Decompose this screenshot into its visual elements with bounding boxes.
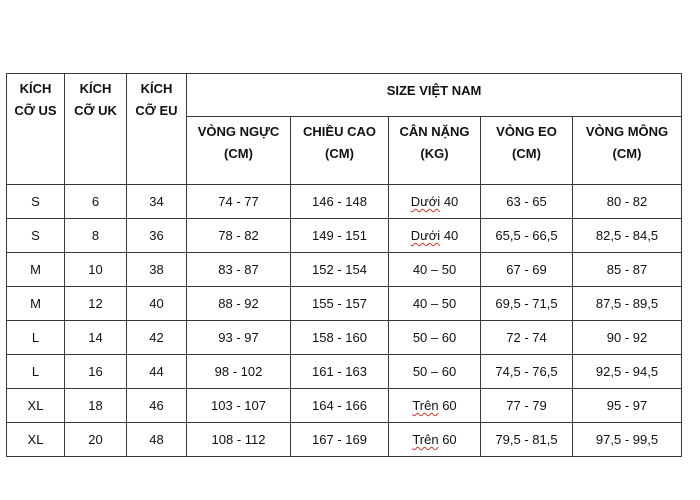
weight-qualifier: Trên: [412, 432, 439, 447]
cell-hip: 95 - 97: [573, 389, 682, 423]
cell-eu-size: 44: [127, 355, 187, 389]
cell-height: 167 - 169: [291, 423, 389, 457]
cell-chest: 74 - 77: [187, 185, 291, 219]
header-weight: CÂN NẶNG (KG): [389, 117, 481, 185]
cell-us-size: M: [7, 253, 65, 287]
cell-height: 149 - 151: [291, 219, 389, 253]
header-vietnam-size: SIZE VIỆT NAM: [187, 74, 682, 117]
cell-height: 146 - 148: [291, 185, 389, 219]
cell-us-size: M: [7, 287, 65, 321]
cell-weight: 50 – 60: [389, 321, 481, 355]
cell-chest: 98 - 102: [187, 355, 291, 389]
cell-height: 158 - 160: [291, 321, 389, 355]
weight-value: 40: [443, 194, 459, 209]
weight-value: 40: [443, 228, 459, 243]
cell-eu-size: 34: [127, 185, 187, 219]
cell-waist: 67 - 69: [481, 253, 573, 287]
cell-hip: 85 - 87: [573, 253, 682, 287]
cell-chest: 83 - 87: [187, 253, 291, 287]
cell-weight: [389, 423, 481, 457]
header-chest: VÒNG NGỰC (CM): [187, 117, 291, 185]
header-eu-size: KÍCH CỠ EU: [127, 74, 187, 185]
cell-hip: 80 - 82: [573, 185, 682, 219]
cell-uk-size: 14: [65, 321, 127, 355]
cell-uk-size: 16: [65, 355, 127, 389]
weight-value: 60: [442, 398, 457, 413]
header-uk-size: KÍCH CỠ UK: [65, 74, 127, 185]
cell-us-size: S: [7, 219, 65, 253]
cell-eu-size: 40: [127, 287, 187, 321]
cell-waist: 77 - 79: [481, 389, 573, 423]
cell-eu-size: 46: [127, 389, 187, 423]
cell-chest: 108 - 112: [187, 423, 291, 457]
table-row: [7, 253, 682, 287]
cell-height: 155 - 157: [291, 287, 389, 321]
cell-us-size: S: [7, 185, 65, 219]
table-row: [7, 219, 682, 253]
table-row: [7, 185, 682, 219]
size-chart-table: [6, 73, 682, 457]
cell-eu-size: 36: [127, 219, 187, 253]
cell-us-size: L: [7, 355, 65, 389]
table-row: [7, 389, 682, 423]
cell-uk-size: 8: [65, 219, 127, 253]
cell-chest: 103 - 107: [187, 389, 291, 423]
cell-us-size: XL: [7, 389, 65, 423]
cell-uk-size: 10: [65, 253, 127, 287]
cell-height: 152 - 154: [291, 253, 389, 287]
cell-weight: 40 – 50: [389, 253, 481, 287]
header-waist: VÒNG EO (CM): [481, 117, 573, 185]
cell-us-size: XL: [7, 423, 65, 457]
cell-eu-size: 42: [127, 321, 187, 355]
weight-qualifier: Trên: [412, 398, 439, 413]
header-us-size: KÍCH CỠ US: [7, 74, 65, 185]
cell-hip: 90 - 92: [573, 321, 682, 355]
header-height: CHIỀU CAO (CM): [291, 117, 389, 185]
cell-weight: 50 – 60: [389, 355, 481, 389]
table-row: [7, 287, 682, 321]
cell-hip: 92,5 - 94,5: [573, 355, 682, 389]
cell-waist: 65,5 - 66,5: [481, 219, 573, 253]
cell-eu-size: 38: [127, 253, 187, 287]
weight-qualifier: Dưới: [410, 194, 441, 209]
table-row: [7, 423, 682, 457]
cell-hip: 97,5 - 99,5: [573, 423, 682, 457]
cell-chest: 78 - 82: [187, 219, 291, 253]
cell-waist: 79,5 - 81,5: [481, 423, 573, 457]
weight-qualifier: Dưới: [410, 228, 441, 243]
table-row: [7, 321, 682, 355]
cell-height: 164 - 166: [291, 389, 389, 423]
cell-weight: [389, 389, 481, 423]
cell-waist: 63 - 65: [481, 185, 573, 219]
header-hip: VÒNG MÔNG (CM): [573, 117, 682, 185]
cell-chest: 93 - 97: [187, 321, 291, 355]
cell-weight: 40 – 50: [389, 287, 481, 321]
cell-eu-size: 48: [127, 423, 187, 457]
cell-uk-size: 20: [65, 423, 127, 457]
cell-chest: 88 - 92: [187, 287, 291, 321]
weight-value: 60: [442, 432, 457, 447]
cell-hip: 82,5 - 84,5: [573, 219, 682, 253]
cell-uk-size: 18: [65, 389, 127, 423]
cell-weight: [389, 185, 481, 219]
cell-waist: 74,5 - 76,5: [481, 355, 573, 389]
cell-uk-size: 12: [65, 287, 127, 321]
cell-waist: 69,5 - 71,5: [481, 287, 573, 321]
cell-hip: 87,5 - 89,5: [573, 287, 682, 321]
cell-height: 161 - 163: [291, 355, 389, 389]
header-row-top: [7, 74, 682, 117]
cell-uk-size: 6: [65, 185, 127, 219]
cell-weight: [389, 219, 481, 253]
cell-waist: 72 - 74: [481, 321, 573, 355]
table-row: [7, 355, 682, 389]
size-table-body: [7, 185, 682, 457]
cell-us-size: L: [7, 321, 65, 355]
